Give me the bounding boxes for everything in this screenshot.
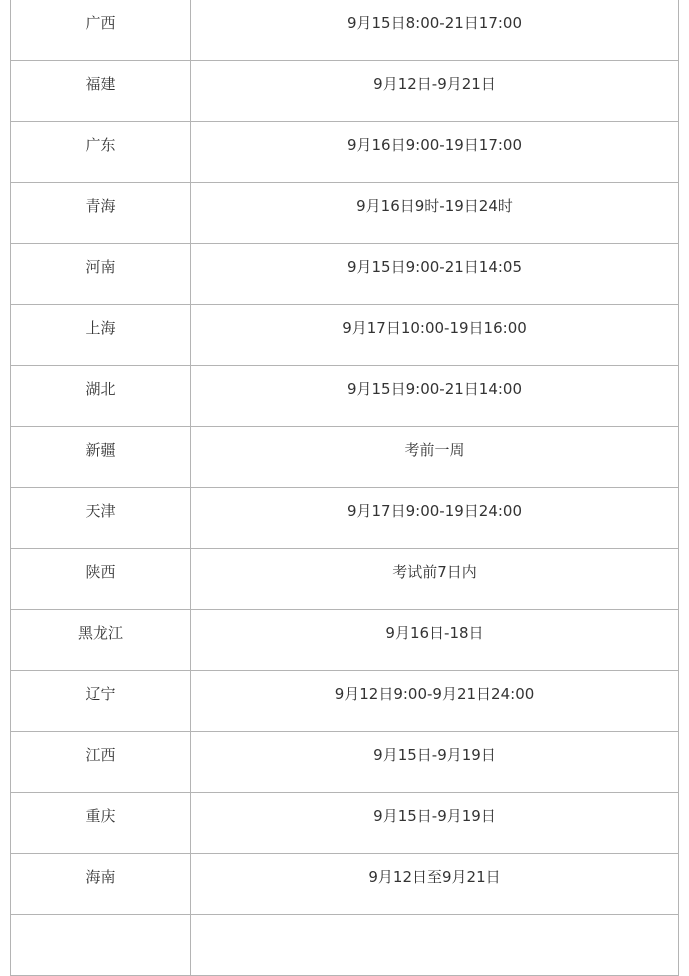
time-text: 9月15日9:00-21日14:05 [346,258,523,276]
region-cell [11,305,191,366]
time-cell [191,793,679,854]
table-row [11,854,679,915]
time-text: 考前一周 [404,441,465,459]
schedule-table-container [10,0,678,976]
region-text: 福建 [85,75,116,93]
schedule-table-body [11,0,679,976]
region-cell [11,61,191,122]
table-row [11,427,679,488]
region-cell [11,244,191,305]
time-cell [191,183,679,244]
time-cell [191,610,679,671]
region-text: 重庆 [85,807,116,825]
time-text: 9月16日9时-19日24时 [356,197,513,215]
time-text: 9月17日9:00-19日24:00 [346,502,523,520]
region-cell [11,793,191,854]
region-text: 辽宁 [85,685,116,703]
region-text: 青海 [85,197,116,215]
region-text: 海南 [85,868,116,886]
time-cell [191,427,679,488]
table-row [11,732,679,793]
region-text: 天津 [85,502,116,520]
time-cell [191,0,679,61]
region-text: 上海 [85,319,116,337]
time-text: 9月12日至9月21日 [368,868,501,886]
region-cell [11,732,191,793]
time-cell [191,366,679,427]
time-text: 9月15日-9月19日 [373,746,496,764]
table-row [11,0,679,61]
table-row [11,671,679,732]
region-cell [11,183,191,244]
time-cell [191,122,679,183]
region-text: 黑龙江 [77,624,123,642]
time-text: 9月16日9:00-19日17:00 [346,136,523,154]
time-cell [191,549,679,610]
time-cell [191,488,679,549]
table-row [11,122,679,183]
region-cell [11,122,191,183]
region-text: 广东 [85,136,116,154]
time-text: 9月15日8:00-21日17:00 [346,14,523,32]
region-text: 新疆 [85,441,116,459]
region-cell [11,488,191,549]
schedule-table [10,0,679,976]
time-text: 9月17日10:00-19日16:00 [342,319,527,337]
region-cell [11,366,191,427]
region-cell [11,915,191,976]
time-text: 考试前7日内 [392,563,477,581]
region-cell [11,610,191,671]
time-text: 9月15日-9月19日 [373,807,496,825]
table-row [11,915,679,976]
time-cell [191,854,679,915]
time-cell [191,61,679,122]
region-text: 湖北 [85,380,116,398]
time-text: 9月12日9:00-9月21日24:00 [334,685,535,703]
region-text: 江西 [85,746,116,764]
table-row [11,793,679,854]
time-text: 9月15日9:00-21日14:00 [346,380,523,398]
table-row [11,183,679,244]
time-text: 9月12日-9月21日 [373,75,496,93]
region-cell [11,0,191,61]
region-cell [11,427,191,488]
time-cell [191,244,679,305]
region-text: 河南 [85,258,116,276]
region-cell [11,549,191,610]
region-text: 陕西 [85,563,116,581]
region-text: 广西 [85,14,116,32]
table-row [11,244,679,305]
time-cell [191,671,679,732]
table-row [11,549,679,610]
table-row [11,488,679,549]
region-cell [11,854,191,915]
table-row [11,366,679,427]
time-cell [191,915,679,976]
time-cell [191,305,679,366]
table-row [11,61,679,122]
region-cell [11,671,191,732]
table-row [11,305,679,366]
time-text: 9月16日-18日 [385,624,484,642]
table-row [11,610,679,671]
time-cell [191,732,679,793]
